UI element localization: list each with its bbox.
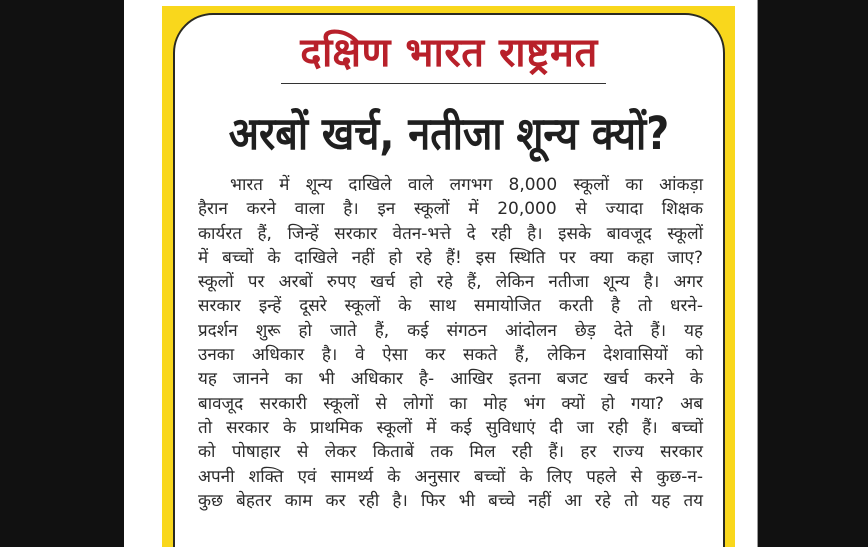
newspaper-masthead: दक्षिण भारत राष्ट्रमत bbox=[300, 30, 598, 76]
body-line: यह जानने का भी अधिकार है- आखिर इतना बजट खर्च करने के bbox=[198, 369, 703, 390]
body-line: अपनी शक्ति एवं सामर्थ्य के अनुसार बच्चों के लिए पहले से कुछ-न- bbox=[198, 466, 703, 487]
body-line: स्कूलों पर अरबों रुपए खर्च हो रहे हैं, लेकिन नतीजा शून्य है। अगर bbox=[198, 272, 703, 293]
body-line: सरकार इन्हें दूसरे स्कूलों के साथ समायोजित करती है तो धरने- bbox=[198, 296, 703, 317]
editorial-body bbox=[198, 173, 703, 513]
masthead-divider bbox=[281, 83, 606, 84]
body-line: तो सरकार के प्राथमिक स्कूलों में कई सुविधाएं दी जा रही हैं। बच्चों bbox=[198, 417, 703, 438]
editorial-clipping bbox=[173, 13, 725, 547]
body-line: बावजूद सरकारी स्कूलों से लोगों का मोह भंग क्यों हो गया? अब bbox=[198, 393, 703, 414]
body-line: कार्यरत हैं, जिन्हें सरकार वेतन-भत्ते दे रही है। इसके बावजूद स्कूलों bbox=[198, 223, 703, 244]
body-line: को पोषाहार से लेकर किताबें तक मिल रही हैं। हर राज्य सरकार bbox=[198, 442, 703, 463]
body-line: कुछ बेहतर काम कर रही है। फिर भी बच्चे नहीं आ रहे तो यह तय bbox=[198, 490, 703, 511]
body-line: में बच्चों के दाखिले नहीं हो रहे हैं! इस स्थिति पर क्या कहा जाए? bbox=[198, 247, 703, 268]
editorial-headline: अरबों खर्च, नतीजा शून्य क्यों? bbox=[228, 107, 670, 160]
body-line: उनका अधिकार है। वे ऐसा कर सकते हैं, लेकिन देशवासियों को bbox=[198, 345, 703, 366]
body-line: हैरान करने वाला है। इन स्कूलों में 20,000 से ज्यादा शिक्षक bbox=[198, 199, 703, 220]
body-line: प्रदर्शन शुरू हो जाते हैं, कई संगठन आंदोलन छेड़ देते हैं। यह bbox=[198, 320, 703, 341]
body-line: भारत में शून्य दाखिले वाले लगभग 8,000 स्कूलों का आंकड़ा bbox=[230, 175, 703, 195]
